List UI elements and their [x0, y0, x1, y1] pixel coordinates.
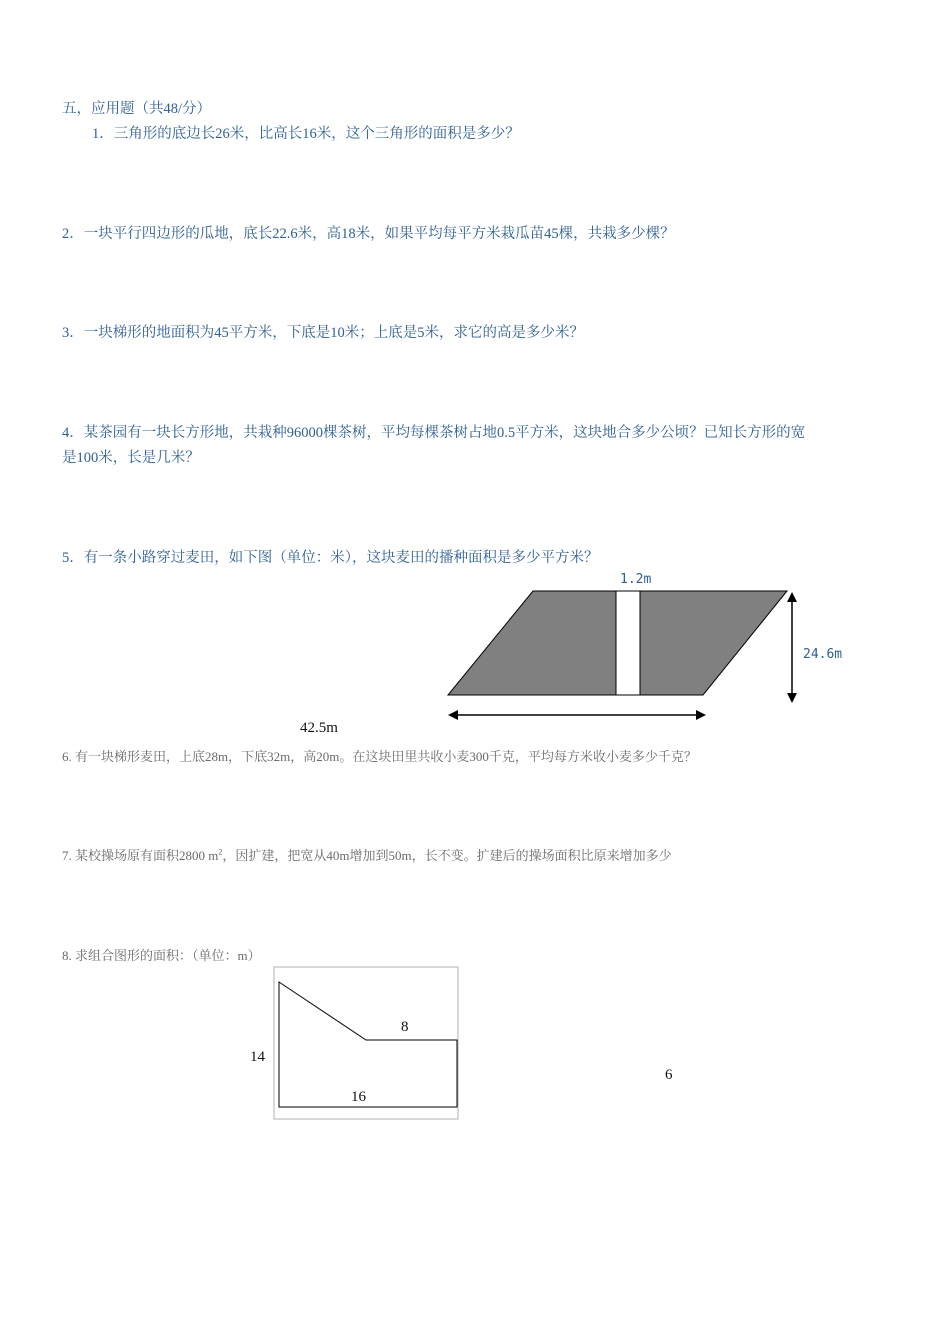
- height-label: 24.6m: [803, 647, 843, 662]
- question-6: 6. 有一块梯形麦田，上底28m，下底32m，高20m。在这块田里共收小麦300千克，平均每方米收小麦多少千克？: [62, 749, 697, 764]
- question-7: [62, 845, 672, 864]
- base-label: 42.5m: [300, 720, 338, 736]
- section-title: 五，应用题（共48/分）: [62, 101, 212, 117]
- question-7-superscript: 2: [218, 847, 223, 857]
- question-7-prefix: 7. 某校操场原有面积2800 m: [62, 848, 219, 863]
- question-2: 2．一块平行四边形的瓜地，底长22.6米，高18米，如果平均每平方米栽瓜苗45棵，共栽多少棵？: [62, 226, 675, 242]
- question-5: 5．有一条小路穿过麦田，如下图（单位：米），这块麦田的播种面积是多少平方米？: [62, 550, 599, 566]
- question-1: 1．三角形的底边长26米，比高长16米，这个三角形的面积是多少？: [92, 126, 520, 142]
- question-4-line-1: 4．某茶园有一块长方形地，共栽种96000棵茶树，平均每棵茶树占地0.5平方米，这块地合多少公顷？已知长方形的宽: [62, 425, 806, 441]
- composite-shape: [279, 982, 457, 1107]
- road-width-label: 1.2m: [620, 572, 652, 587]
- figure2-right-label: 6: [665, 1067, 673, 1083]
- question-7-suffix: ，因扩建，把宽从40m增加到50m，长不变。扩建后的操场面积比原来增加多少: [222, 848, 672, 863]
- figure2-top-label: 8: [401, 1019, 409, 1035]
- question-4-line-2: 是100米，长是几米？: [62, 450, 200, 466]
- question-3: 3．一块梯形的地面积为45平方米，下底是10米；上底是5米，求它的高是多少米？: [62, 325, 584, 341]
- question-8: 8. 求组合图形的面积：（单位：m）: [62, 948, 261, 963]
- road-strip: [616, 591, 640, 695]
- figure2-bottom-label: 16: [351, 1089, 366, 1105]
- figure2-left-label: 14: [250, 1049, 265, 1065]
